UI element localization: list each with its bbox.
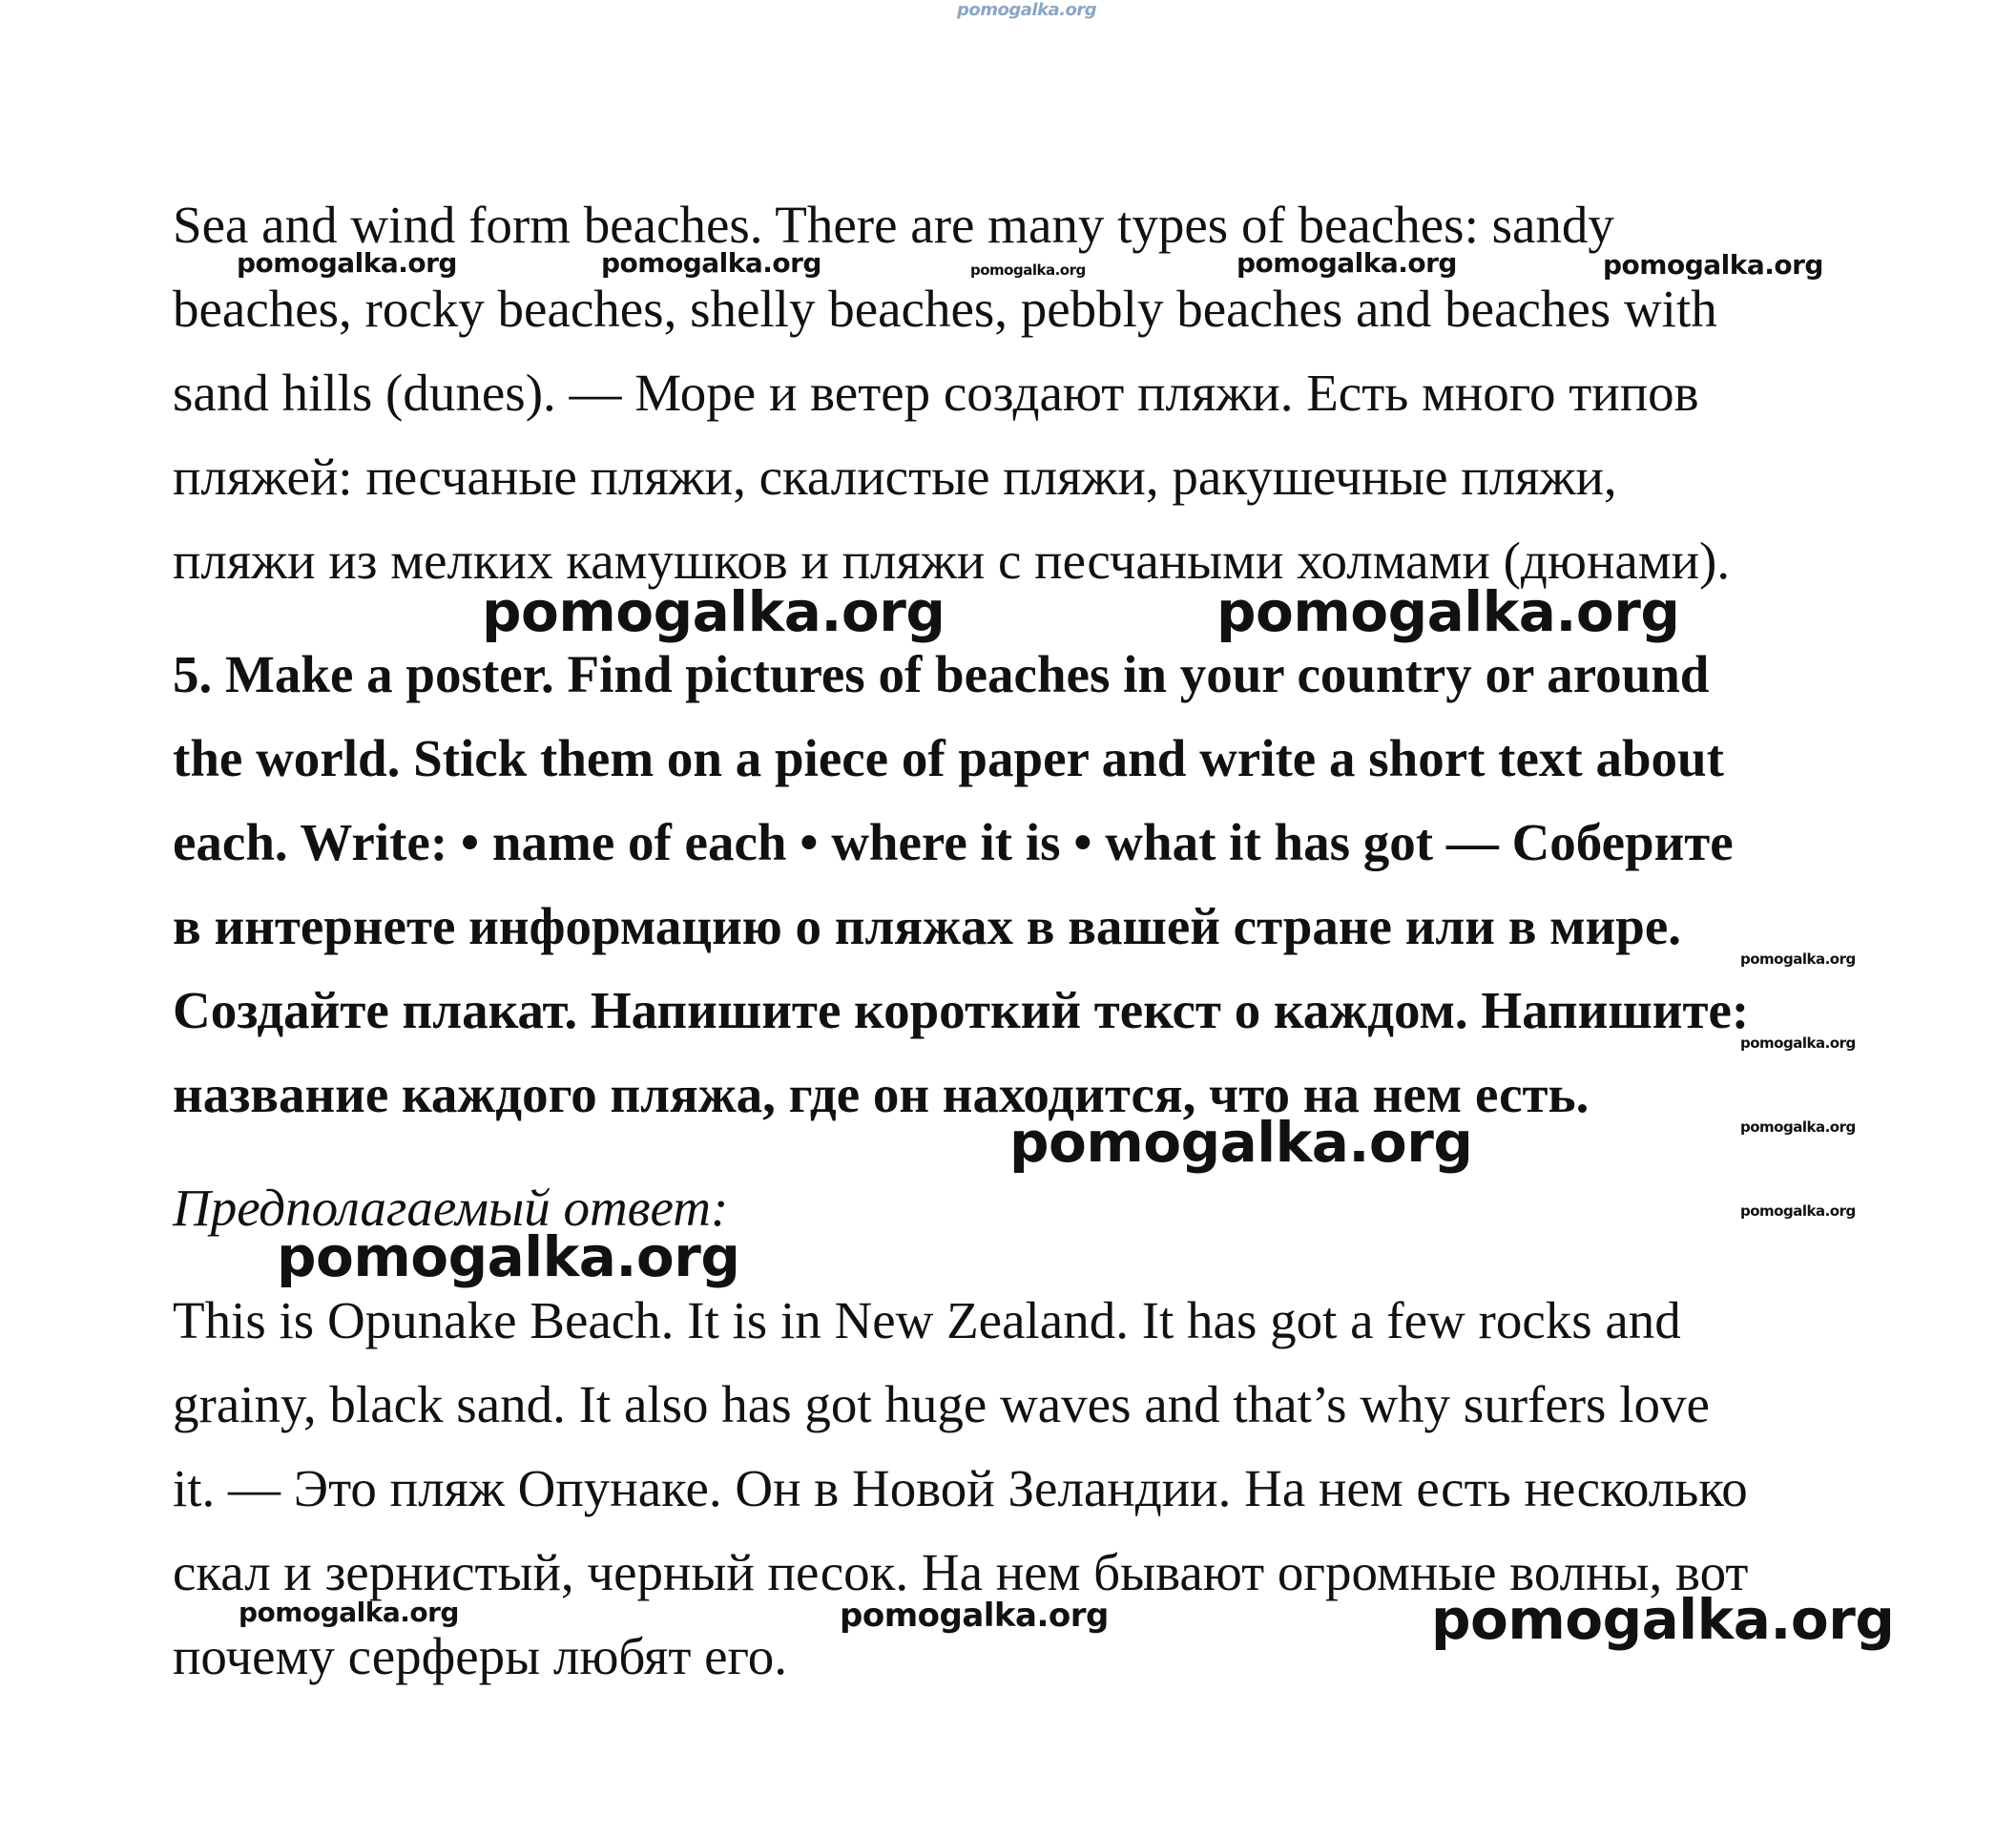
text-line: each. Write: • name of each • where it is • what it has got — Соберите (173, 813, 1734, 871)
text-line: скал и зернистый, черный песок. На нем бывают огромные волны, вот (173, 1543, 1749, 1601)
watermark: pomogalka.org (1431, 1587, 1895, 1652)
watermark: pomogalka.org (1237, 247, 1457, 279)
watermark: pomogalka.org (1216, 579, 1680, 644)
watermark: pomogalka.org (970, 261, 1086, 279)
watermark: pomogalka.org (237, 247, 457, 279)
watermark: pomogalka.org (1740, 1034, 1856, 1052)
text-line: 5. Make a poster. Find pictures of beaches in your country or around (173, 645, 1710, 703)
text-line: пляжи из мелких камушков и пляжи с песчаными холмами (дюнами). (173, 532, 1731, 590)
text-line: в интернете информацию о пляжах в вашей стране или в мире. (173, 897, 1682, 955)
watermark: pomogalka.org (277, 1224, 740, 1289)
watermark: pomogalka.org (601, 247, 821, 279)
text-line: beaches, rocky beaches, shelly beaches, pebbly beaches and beaches with (173, 280, 1717, 338)
text-line: sand hills (dunes). — Море и ветер создают пляжи. Есть много типов (173, 364, 1699, 422)
text-line: Sea and wind form beaches. There are many types of beaches: sandy (173, 196, 1614, 254)
watermark-top: pomogalka.org (957, 0, 1097, 20)
text-line: почему серферы любят его. (173, 1627, 787, 1685)
text-line: название каждого пляжа, где он находится, что на нем есть. (173, 1065, 1590, 1123)
text-line: Предполагаемый ответ: (173, 1179, 729, 1237)
watermark: pomogalka.org (1740, 950, 1856, 968)
text-line: the world. Stick them on a piece of paper and write a short text about (173, 729, 1724, 787)
watermark: pomogalka.org (1009, 1110, 1473, 1175)
text-line: Создайте плакат. Напишите короткий текст о каждом. Напишите: (173, 981, 1750, 1039)
watermark: pomogalka.org (840, 1597, 1109, 1635)
text-line: This is Opunake Beach. It is in New Zealand. It has got a few rocks and (173, 1291, 1681, 1349)
text-line: grainy, black sand. It also has got huge waves and that’s why surfers love (173, 1375, 1710, 1433)
watermark: pomogalka.org (1740, 1118, 1856, 1136)
task-5-instructions (173, 633, 1890, 1137)
watermark: pomogalka.org (1603, 249, 1823, 281)
beaches-paragraph (173, 183, 1890, 603)
text-line: пляжей: песчаные пляжи, скалистые пляжи, ракушечные пляжи, (173, 448, 1617, 506)
watermark: pomogalka.org (239, 1597, 459, 1628)
text-line: it. — Это пляж Опунаке. Он в Новой Зеландии. На нем есть несколько (173, 1459, 1748, 1517)
watermark: pomogalka.org (1740, 1202, 1856, 1220)
watermark: pomogalka.org (482, 579, 946, 644)
